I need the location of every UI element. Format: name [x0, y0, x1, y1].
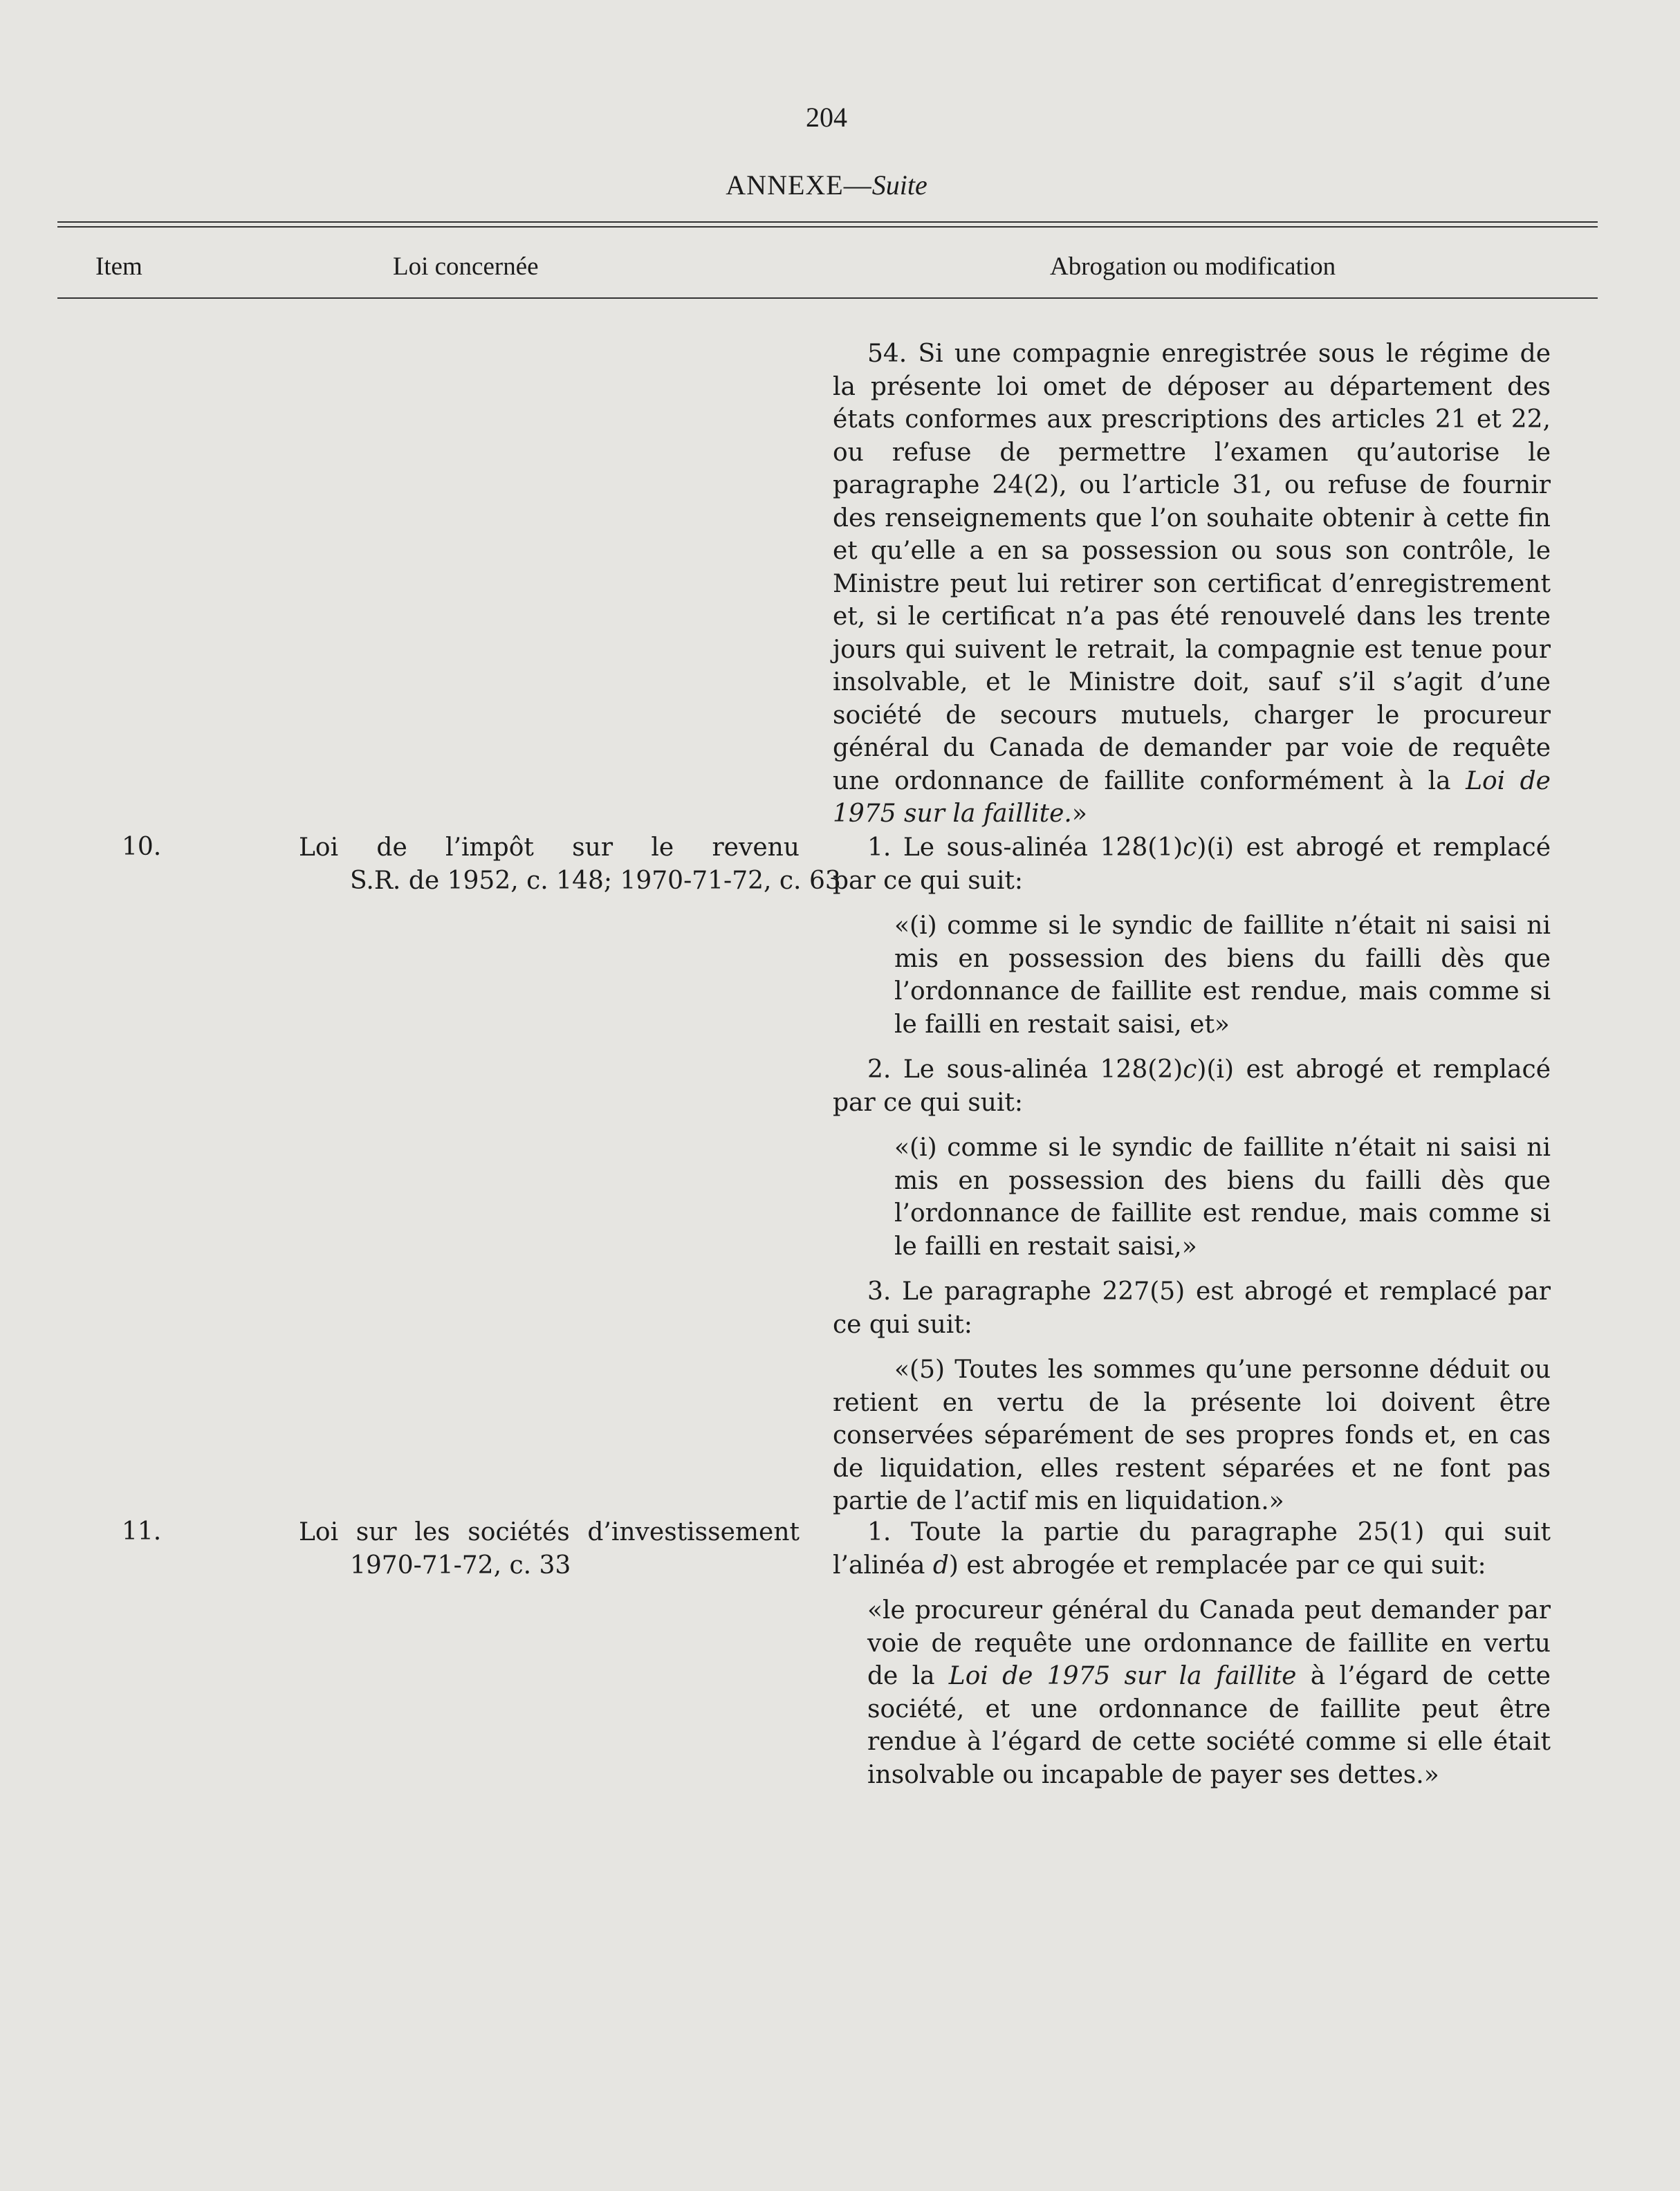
amendment-text-end: )(i) est abrogé et remplacé par ce qui suit:: [833, 833, 1551, 895]
amendment-10-3: 3. Le paragraphe 227(5) est abrogé et remplacé par ce qui suit:: [833, 1277, 1551, 1339]
law-citation: 1970-71-72, c. 33: [350, 1551, 571, 1580]
amendments-11: [833, 1516, 1551, 1791]
quote-10-2: [833, 1131, 1551, 1263]
quote-text-end: à l’égard de cette société, et une ordonnance de faillite peut être rendue à l’égard de cette société comme si elle était insolvable ou incapable de payer ses dettes.»: [867, 1662, 1551, 1789]
law-citation: S.R. de 1952, c. 148; 1970-71-72, c. 63: [350, 867, 841, 895]
quote-text-start: «le procureur général du Canada peut demander par voie de requête une ordonnance de faillite en vertu de la: [867, 1596, 1551, 1690]
paragraph-54-text: 54. Si une compagnie enregistrée sous le régime de la présente loi omet de déposer au département des états conformes aux prescriptions des articles 21 et 22, ou refuse de permettre l’examen qu’autorise le paragraphe 24(2), ou l’article 31, ou refuse de fournir des renseignements que l’on souhaite obtenir à cette fin et qu’elle a en sa possession ou sous son contrôle, le Ministre peut lui retirer son certificat d’enregistrement et, si le certificat n’a pas été renouvelé dans les trente jours qui suivent le retrait, la compagnie est tenue pour insolvable, et le Ministre doit, sauf s’il s’agit d’une société de secours mutuels, charger le procureur général du Canada de demander par voie de requête une ordonnance de faillite conformément à la: [833, 340, 1551, 795]
quote-text: «(i) comme si le syndic de faillite n’était ni saisi ni mis en possession des biens du failli dès que l’ordonnance de faillite est rendue, mais comme si le failli en restait saisi, et»: [894, 912, 1551, 1039]
amendment-letter: c: [1183, 1055, 1197, 1084]
law-name-11: [299, 1516, 800, 1582]
law-title: Loi sur les sociétés d’investissement: [299, 1518, 800, 1546]
entry-number-10: 10.: [122, 833, 162, 861]
annex-title-text: ANNEXE—: [726, 169, 872, 201]
header-rule-top: [57, 221, 1598, 223]
law-title: Loi de l’impôt sur le revenu: [299, 833, 800, 862]
amendment-11-1: [833, 1516, 1551, 1582]
quote-10-1: [833, 909, 1551, 1041]
law-name-10: [299, 831, 841, 898]
continuation-amendment: [833, 338, 1551, 831]
column-header-item: Item: [95, 252, 142, 281]
amendment-text-end: )(i) est abrogé et remplacé par ce qui suit:: [833, 1055, 1551, 1117]
amendment-letter: d: [932, 1551, 949, 1580]
amendment-text: 2. Le sous-alinéa 128(2): [867, 1055, 1183, 1084]
amendment-text: 1. Le sous-alinéa 128(1): [867, 833, 1183, 862]
quote-text: «(i) comme si le syndic de faillite n’était ni saisi ni mis en possession des biens du failli dès que l’ordonnance de faillite est rendue, mais comme si le failli en restait saisi,»: [894, 1134, 1551, 1261]
amendment-10-1: [833, 831, 1551, 897]
column-header-amendment: Abrogation ou modification: [1050, 252, 1336, 281]
column-header-law: Loi concernée: [393, 252, 539, 281]
quote-text: «(5) Toutes les sommes qu’une personne déduit ou retient en vertu de la présente loi doivent être conservées séparément de ses propres fonds et, en cas de liquidation, elles restent séparées et ne font pas partie de l’actif mis en liquidation.»: [833, 1356, 1551, 1515]
header-rule-top-second: [57, 226, 1598, 228]
entry-number-11: 11.: [122, 1517, 162, 1546]
paragraph-54-italic: Loi de 1975 sur la faillite.: [833, 766, 1551, 828]
annex-title: [0, 169, 1653, 201]
amendment-letter: c: [1183, 833, 1197, 862]
quote-italic: Loi de 1975 sur la faillite: [948, 1662, 1297, 1690]
quote-text: [867, 1594, 1551, 1791]
header-rule-bottom: [57, 297, 1598, 299]
page-number: 204: [806, 102, 847, 133]
paragraph-54: [833, 338, 1551, 831]
amendment-text-end: ) est abrogée et remplacée par ce qui suit:: [948, 1551, 1486, 1580]
amendment-text: 1. Toute la partie du paragraphe 25(1) qui suit l’alinéa: [833, 1518, 1551, 1580]
quote-10-3: [833, 1353, 1551, 1518]
paragraph-54-end: »: [1071, 799, 1087, 828]
annex-title-suffix: Suite: [871, 169, 927, 201]
amendment-10-2: [833, 1053, 1551, 1119]
quote-11-1: [833, 1594, 1551, 1791]
amendments-10: [833, 831, 1551, 1518]
